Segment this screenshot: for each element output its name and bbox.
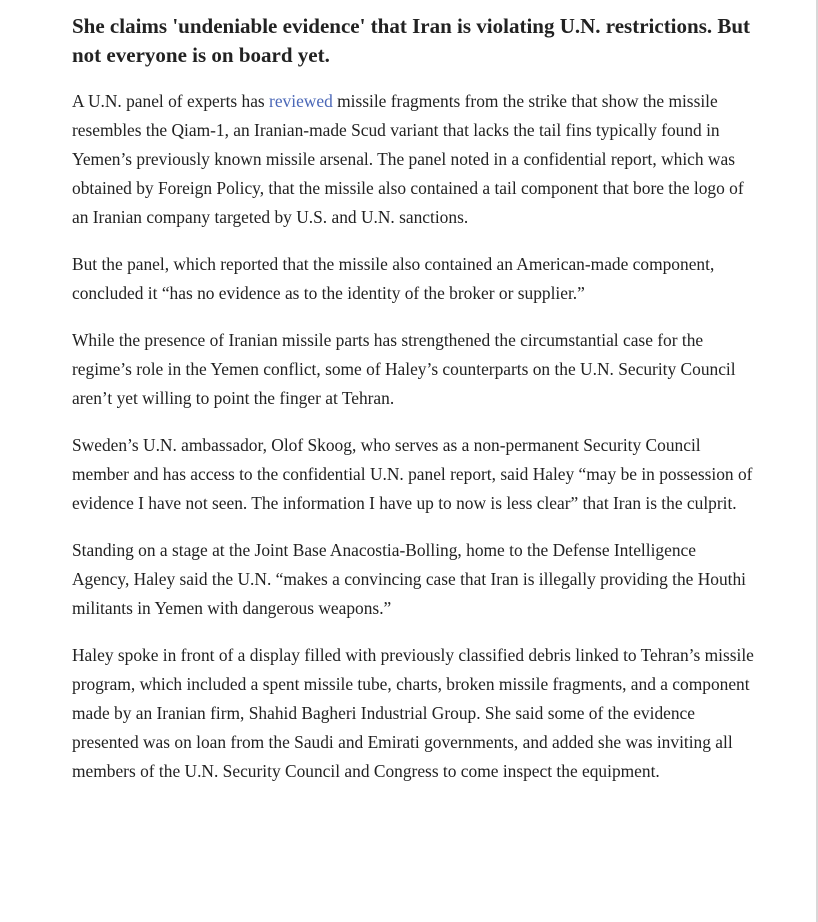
paragraph-security-council-hesitation: While the presence of Iranian missile parts has strengthened the circumstantial case for the regime’s role in the Yemen conflict, some of Haley’s counterparts on the U.N. Security Council aren’t yet willing to point the finger at Tehran. xyxy=(72,330,736,408)
paragraph-text-before-link: A U.N. panel of experts has xyxy=(72,91,270,111)
paragraph-sweden-ambassador: Sweden’s U.N. ambassador, Olof Skoog, who serves as a non-permanent Security Council member and has access to the confidential U.N. panel report, said Haley “may be in possession of evidence I have not seen. The information I have up to now is less clear” that Iran is the culprit. xyxy=(72,435,753,513)
article-body xyxy=(72,12,756,804)
paragraph-text-after-link: missile fragments from the strike that show the missile resembles the Qiam-1, an Iranian-made Scud variant that lacks the tail fins typically found in Yemen’s previously known missile arsenal. The panel noted in a confidential report, which was obtained by Foreign Policy, that the missile also contained a tail component that bore the logo of an Iranian company targeted by U.S. and U.N. sanctions. xyxy=(72,91,744,227)
paragraph-debris-display: Haley spoke in front of a display filled with previously classified debris linked to Tehran’s missile program, which included a spent missile tube, charts, broken missile fragments, and a component made by an Iranian firm, Shahid Bagheri Industrial Group. She said some of the evidence presented was on loan from the Saudi and Emirati governments, and added she was inviting all members of the U.N. Security Council and Congress to come inspect the equipment. xyxy=(72,645,754,781)
article-subheadline: She claims 'undeniable evidence' that Iran is violating U.N. restrictions. But not everyone is on board yet. xyxy=(72,14,751,67)
reviewed-link[interactable]: reviewed xyxy=(269,91,333,111)
paragraph-panel-no-evidence: But the panel, which reported that the missile also contained an American-made component, concluded it “has no evidence as to the identity of the broker or supplier.” xyxy=(72,254,715,303)
paragraph-haley-stage: Standing on a stage at the Joint Base Anacostia-Bolling, home to the Defense Intelligence Agency, Haley said the U.N. “makes a convincing case that Iran is illegally providing the Houthi militants in Yemen with dangerous weapons.” xyxy=(72,540,747,618)
paragraph-un-panel xyxy=(72,87,756,232)
